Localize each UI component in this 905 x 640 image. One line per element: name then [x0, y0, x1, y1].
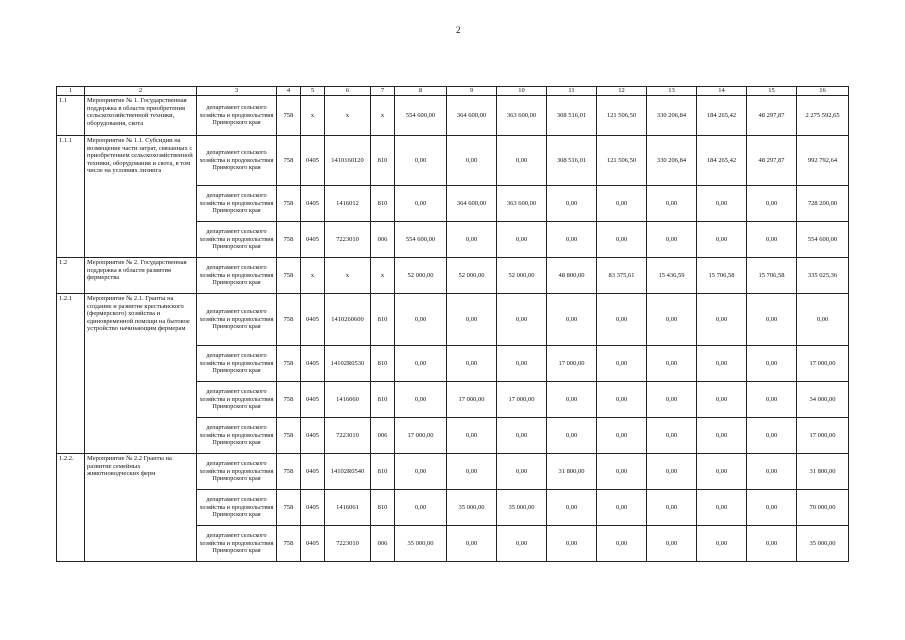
value-cell-col-14: 0,00 [697, 418, 747, 454]
value-cell-col-13: 0,00 [647, 490, 697, 526]
measure-name: Мероприятие № 2.1. Гранты на создание и развитие крестьянского (фермерского) хозяйства и единовременной помощи на бытовое устройство начинающим фермерам [85, 294, 197, 454]
value-cell-col-16: 2 275 592,65 [797, 96, 849, 136]
header-cell-15: 15 [747, 87, 797, 96]
value-cell-col-4: 758 [277, 186, 301, 222]
value-cell-col-6: 1410260600 [325, 294, 371, 346]
value-cell-col-12: 0,00 [597, 418, 647, 454]
value-cell-col-12: 0,00 [597, 382, 647, 418]
header-row [57, 87, 849, 96]
value-cell-col-5: 0405 [301, 382, 325, 418]
value-cell-col-10: 0,00 [497, 418, 547, 454]
value-cell-col-11: 48 800,00 [547, 258, 597, 294]
table-row [57, 294, 849, 346]
value-cell-col-15: 48 297,87 [747, 136, 797, 186]
value-cell-col-6: 14102R0540 [325, 454, 371, 490]
value-cell-col-6: x [325, 258, 371, 294]
value-cell-col-10: 0,00 [497, 346, 547, 382]
responsible-department: департамент сельского хозяйства и продовольствия Приморского края [197, 454, 277, 490]
value-cell-col-11: 31 800,00 [547, 454, 597, 490]
value-cell-col-13: 0,00 [647, 454, 697, 490]
value-cell-col-14: 0,00 [697, 382, 747, 418]
value-cell-col-5: 0405 [301, 454, 325, 490]
value-cell-col-7: x [371, 258, 395, 294]
budget-table [56, 86, 849, 562]
value-cell-col-10: 363 600,00 [497, 186, 547, 222]
value-cell-col-11: 0,00 [547, 294, 597, 346]
value-cell-col-12: 121 506,50 [597, 136, 647, 186]
value-cell-col-8: 0,00 [395, 382, 447, 418]
measure-name: Мероприятие № 1. Государственная поддержка в области приобретения сельскохозяйственной техники, оборудования, скота [85, 96, 197, 136]
header-cell-9: 9 [447, 87, 497, 96]
value-cell-col-16: 17 000,00 [797, 346, 849, 382]
value-cell-col-9: 0,00 [447, 136, 497, 186]
value-cell-col-8: 17 000,00 [395, 418, 447, 454]
value-cell-col-16: 335 025,36 [797, 258, 849, 294]
value-cell-col-8: 554 600,00 [395, 96, 447, 136]
page-number: 2 [456, 25, 461, 35]
value-cell-col-16: 35 000,00 [797, 526, 849, 562]
row-number: 1.2.1 [57, 294, 85, 454]
value-cell-col-7: 006 [371, 222, 395, 258]
value-cell-col-9: 364 600,00 [447, 96, 497, 136]
value-cell-col-14: 0,00 [697, 346, 747, 382]
value-cell-col-11: 0,00 [547, 418, 597, 454]
value-cell-col-14: 0,00 [697, 222, 747, 258]
value-cell-col-7: 006 [371, 526, 395, 562]
value-cell-col-8: 0,00 [395, 346, 447, 382]
value-cell-col-9: 0,00 [447, 294, 497, 346]
value-cell-col-12: 0,00 [597, 526, 647, 562]
header-cell-5: 5 [301, 87, 325, 96]
value-cell-col-7: 810 [371, 382, 395, 418]
value-cell-col-4: 758 [277, 258, 301, 294]
value-cell-col-15: 0,00 [747, 526, 797, 562]
value-cell-col-8: 0,00 [395, 490, 447, 526]
measure-name: Мероприятие № 2. Государственная поддержка в области развития фермерства [85, 258, 197, 294]
value-cell-col-10: 35 000,00 [497, 490, 547, 526]
value-cell-col-5: 0405 [301, 418, 325, 454]
value-cell-col-15: 0,00 [747, 294, 797, 346]
value-cell-col-12: 0,00 [597, 222, 647, 258]
value-cell-col-15: 0,00 [747, 222, 797, 258]
value-cell-col-11: 308 516,01 [547, 96, 597, 136]
value-cell-col-13: 0,00 [647, 526, 697, 562]
value-cell-col-7: 810 [371, 490, 395, 526]
responsible-department: департамент сельского хозяйства и продовольствия Приморского края [197, 222, 277, 258]
value-cell-col-10: 0,00 [497, 526, 547, 562]
value-cell-col-7: 810 [371, 294, 395, 346]
value-cell-col-13: 0,00 [647, 222, 697, 258]
value-cell-col-7: 810 [371, 346, 395, 382]
value-cell-col-9: 0,00 [447, 526, 497, 562]
responsible-department: департамент сельского хозяйства и продовольствия Приморского края [197, 136, 277, 186]
value-cell-col-12: 83 375,61 [597, 258, 647, 294]
value-cell-col-15: 0,00 [747, 454, 797, 490]
value-cell-col-10: 0,00 [497, 294, 547, 346]
header-cell-14: 14 [697, 87, 747, 96]
responsible-department: департамент сельского хозяйства и продовольствия Приморского края [197, 186, 277, 222]
header-cell-1: 1 [57, 87, 85, 96]
value-cell-col-14: 15 706,58 [697, 258, 747, 294]
value-cell-col-9: 52 000,00 [447, 258, 497, 294]
value-cell-col-7: 810 [371, 136, 395, 186]
value-cell-col-15: 0,00 [747, 418, 797, 454]
value-cell-col-14: 0,00 [697, 490, 747, 526]
value-cell-col-8: 0,00 [395, 294, 447, 346]
value-cell-col-6: 1416060 [325, 382, 371, 418]
value-cell-col-7: 810 [371, 186, 395, 222]
value-cell-col-4: 758 [277, 454, 301, 490]
value-cell-col-6: 7223010 [325, 526, 371, 562]
value-cell-col-9: 0,00 [447, 454, 497, 490]
header-cell-6: 6 [325, 87, 371, 96]
value-cell-col-12: 0,00 [597, 346, 647, 382]
value-cell-col-10: 17 000,00 [497, 382, 547, 418]
responsible-department: департамент сельского хозяйства и продовольствия Приморского края [197, 382, 277, 418]
value-cell-col-13: 330 206,84 [647, 136, 697, 186]
header-cell-13: 13 [647, 87, 697, 96]
value-cell-col-16: 17 000,00 [797, 418, 849, 454]
row-number: 1.2.2. [57, 454, 85, 562]
value-cell-col-12: 0,00 [597, 294, 647, 346]
value-cell-col-13: 0,00 [647, 382, 697, 418]
value-cell-col-9: 17 000,00 [447, 382, 497, 418]
row-number: 1.1 [57, 96, 85, 136]
value-cell-col-11: 0,00 [547, 222, 597, 258]
value-cell-col-4: 758 [277, 526, 301, 562]
header-cell-12: 12 [597, 87, 647, 96]
value-cell-col-16: 728 200,00 [797, 186, 849, 222]
value-cell-col-14: 0,00 [697, 186, 747, 222]
value-cell-col-11: 0,00 [547, 490, 597, 526]
value-cell-col-9: 35 000,00 [447, 490, 497, 526]
header-cell-2: 2 [85, 87, 197, 96]
value-cell-col-9: 0,00 [447, 346, 497, 382]
header-cell-10: 10 [497, 87, 547, 96]
value-cell-col-4: 758 [277, 136, 301, 186]
responsible-department: департамент сельского хозяйства и продовольствия Приморского края [197, 526, 277, 562]
measure-name: Мероприятие № 1.1. Субсидии на возмещение части затрат, связанных с приобретением сельскохозяйственной техники, оборудования и скота, в том числе на условиях лизинга [85, 136, 197, 258]
value-cell-col-14: 184 265,42 [697, 96, 747, 136]
header-cell-4: 4 [277, 87, 301, 96]
value-cell-col-12: 0,00 [597, 490, 647, 526]
responsible-department: департамент сельского хозяйства и продовольствия Приморского края [197, 418, 277, 454]
value-cell-col-16: 554 600,00 [797, 222, 849, 258]
responsible-department: департамент сельского хозяйства и продовольствия Приморского края [197, 294, 277, 346]
row-number: 1.1.1 [57, 136, 85, 258]
value-cell-col-5: 0405 [301, 186, 325, 222]
value-cell-col-16: 31 800,00 [797, 454, 849, 490]
value-cell-col-4: 758 [277, 346, 301, 382]
value-cell-col-7: 810 [371, 454, 395, 490]
value-cell-col-16: 992 792,64 [797, 136, 849, 186]
value-cell-col-12: 121 506,50 [597, 96, 647, 136]
value-cell-col-7: 006 [371, 418, 395, 454]
value-cell-col-15: 0,00 [747, 490, 797, 526]
value-cell-col-8: 0,00 [395, 454, 447, 490]
responsible-department: департамент сельского хозяйства и продовольствия Приморского края [197, 258, 277, 294]
value-cell-col-10: 363 600,00 [497, 96, 547, 136]
value-cell-col-15: 15 706,58 [747, 258, 797, 294]
value-cell-col-15: 0,00 [747, 382, 797, 418]
value-cell-col-10: 0,00 [497, 136, 547, 186]
value-cell-col-4: 758 [277, 222, 301, 258]
value-cell-col-16: 0,00 [797, 294, 849, 346]
header-cell-11: 11 [547, 87, 597, 96]
value-cell-col-6: x [325, 96, 371, 136]
value-cell-col-6: 7223010 [325, 418, 371, 454]
header-cell-3: 3 [197, 87, 277, 96]
value-cell-col-14: 184 265,42 [697, 136, 747, 186]
value-cell-col-5: x [301, 258, 325, 294]
value-cell-col-5: 0405 [301, 294, 325, 346]
value-cell-col-11: 0,00 [547, 526, 597, 562]
value-cell-col-9: 0,00 [447, 222, 497, 258]
value-cell-col-6: 1416012 [325, 186, 371, 222]
value-cell-col-10: 0,00 [497, 454, 547, 490]
value-cell-col-15: 48 297,87 [747, 96, 797, 136]
value-cell-col-13: 0,00 [647, 186, 697, 222]
value-cell-col-7: x [371, 96, 395, 136]
value-cell-col-11: 0,00 [547, 186, 597, 222]
value-cell-col-5: 0405 [301, 346, 325, 382]
value-cell-col-8: 554 600,00 [395, 222, 447, 258]
value-cell-col-11: 0,00 [547, 382, 597, 418]
value-cell-col-5: 0405 [301, 526, 325, 562]
value-cell-col-4: 758 [277, 96, 301, 136]
value-cell-col-4: 758 [277, 490, 301, 526]
value-cell-col-5: 0405 [301, 136, 325, 186]
value-cell-col-10: 52 000,00 [497, 258, 547, 294]
value-cell-col-12: 0,00 [597, 186, 647, 222]
value-cell-col-12: 0,00 [597, 454, 647, 490]
value-cell-col-14: 0,00 [697, 454, 747, 490]
value-cell-col-13: 330 206,84 [647, 96, 697, 136]
value-cell-col-6: 1410160120 [325, 136, 371, 186]
header-cell-16: 16 [797, 87, 849, 96]
value-cell-col-9: 0,00 [447, 418, 497, 454]
table-row [57, 96, 849, 136]
value-cell-col-16: 34 000,00 [797, 382, 849, 418]
value-cell-col-9: 364 600,00 [447, 186, 497, 222]
value-cell-col-8: 0,00 [395, 136, 447, 186]
value-cell-col-6: 7223010 [325, 222, 371, 258]
table-row [57, 454, 849, 490]
value-cell-col-13: 0,00 [647, 294, 697, 346]
value-cell-col-11: 308 516,01 [547, 136, 597, 186]
table-row [57, 258, 849, 294]
value-cell-col-13: 0,00 [647, 346, 697, 382]
responsible-department: департамент сельского хозяйства и продовольствия Приморского края [197, 490, 277, 526]
value-cell-col-4: 758 [277, 294, 301, 346]
value-cell-col-8: 35 000,00 [395, 526, 447, 562]
row-number: 1.2 [57, 258, 85, 294]
value-cell-col-5: 0405 [301, 222, 325, 258]
header-cell-8: 8 [395, 87, 447, 96]
value-cell-col-13: 15 436,59 [647, 258, 697, 294]
value-cell-col-13: 0,00 [647, 418, 697, 454]
value-cell-col-14: 0,00 [697, 526, 747, 562]
table-row [57, 136, 849, 186]
measure-name: Мероприятие № 2.2 Гранты на развитие семейных животноводческих ферм [85, 454, 197, 562]
value-cell-col-6: 1416061 [325, 490, 371, 526]
responsible-department: департамент сельского хозяйства и продовольствия Приморского края [197, 96, 277, 136]
value-cell-col-15: 0,00 [747, 186, 797, 222]
value-cell-col-15: 0,00 [747, 346, 797, 382]
header-cell-7: 7 [371, 87, 395, 96]
value-cell-col-4: 758 [277, 418, 301, 454]
value-cell-col-10: 0,00 [497, 222, 547, 258]
value-cell-col-16: 70 000,00 [797, 490, 849, 526]
value-cell-col-6: 14102R0530 [325, 346, 371, 382]
responsible-department: департамент сельского хозяйства и продовольствия Приморского края [197, 346, 277, 382]
value-cell-col-8: 52 000,00 [395, 258, 447, 294]
value-cell-col-8: 0,00 [395, 186, 447, 222]
value-cell-col-5: 0405 [301, 490, 325, 526]
value-cell-col-14: 0,00 [697, 294, 747, 346]
value-cell-col-4: 758 [277, 382, 301, 418]
value-cell-col-5: x [301, 96, 325, 136]
value-cell-col-11: 17 000,00 [547, 346, 597, 382]
